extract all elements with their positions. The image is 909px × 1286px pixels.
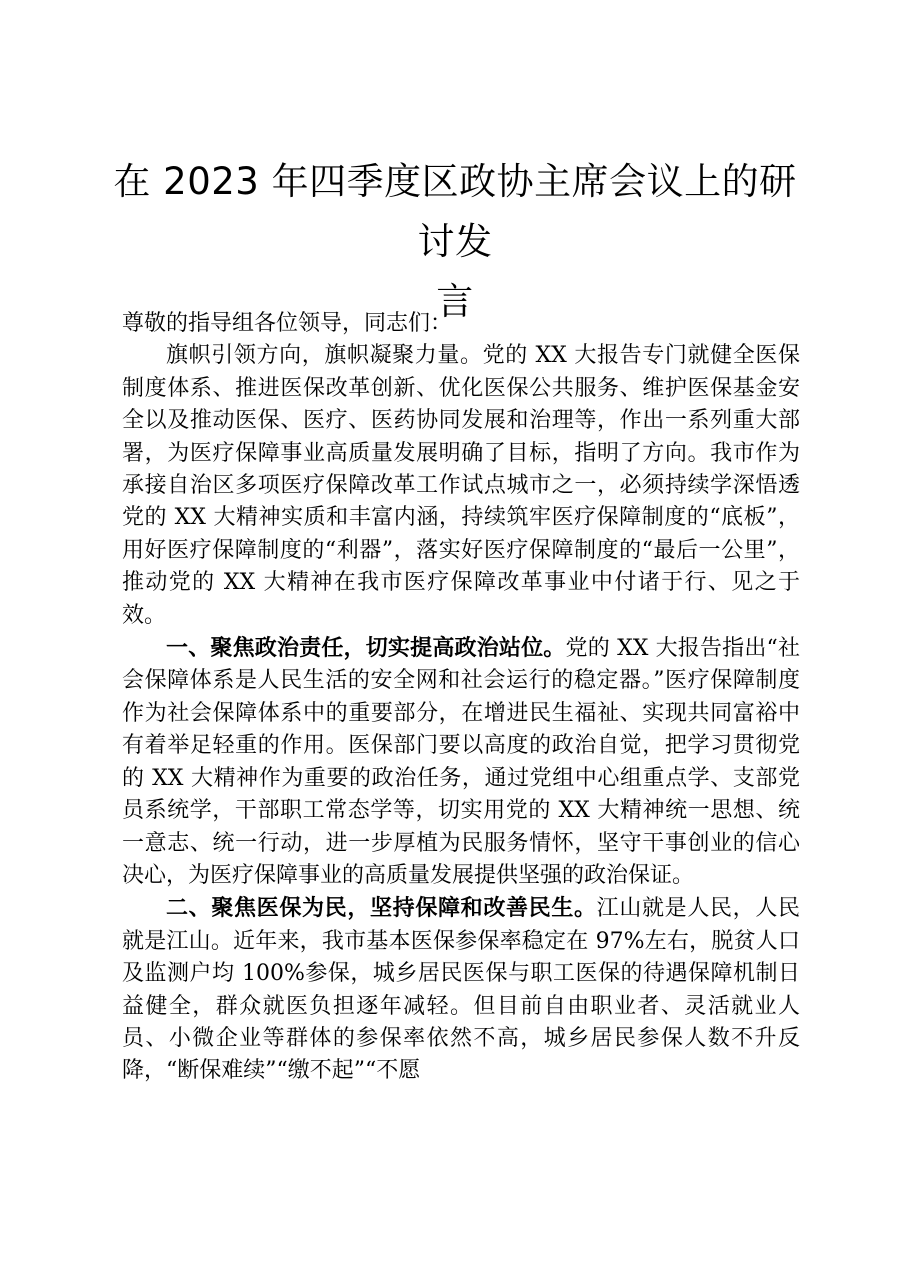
section-1-heading: 一、聚焦政治责任，切实提高政治站位。 bbox=[166, 635, 566, 662]
document-title bbox=[110, 152, 800, 332]
section-2-heading: 二、聚焦医保为民，坚持保障和改善民生。 bbox=[166, 895, 597, 922]
title-line-2: 言 bbox=[436, 280, 474, 323]
paragraph-section-1 bbox=[122, 632, 800, 892]
paragraph-intro: 旗帜引领方向，旗帜凝聚力量。党的 XX 大报告专门就健全医保制度体系、推进医保改革创新、优化医保公共服务、维护医保基金安全以及推动医保、医疗、医药协同发展和治理等，作出一系列重大部署，为医疗保障事业高质量发展明确了目标，指明了方向。我市作为承接自治区多项医疗保障改革工作试点城市之一，必须持续学深悟透党的 XX 大精神实质和丰富内涵，持续筑牢医疗保障制度的“底板”，用好医疗保障制度的“利器”，落实好医疗保障制度的“最后一公里”，推动党的 XX 大精神在我市医疗保障改革事业中付诸于行、见之于效。 bbox=[122, 343, 800, 628]
title-line-1: 在 2023 年四季度区政协主席会议上的研讨发 bbox=[113, 160, 797, 263]
document-body bbox=[122, 308, 800, 1088]
paragraph-section-2 bbox=[122, 892, 800, 1087]
section-1-body: 党的 XX 大报告指出“社会保障体系是人民生活的安全网和社会运行的稳定器。”医疗保障制度作为社会保障体系中的重要部分，在增进民生福祉、实现共同富裕中有着举足轻重的作用。医保部门要以高度的政治自觉，把学习贯彻党的 XX 大精神作为重要的政治任务，通过党组中心组重点学、支部党员系统学，干部职工常态学等，切实用党的 XX 大精神统一思想、统一意志、统一行动，进一步厚植为民服务情怀，坚守干事创业的信心决心，为医疗保障事业的高质量发展提供坚强的政治保证。 bbox=[122, 636, 800, 888]
section-2-body: 江山就是人民，人民就是江山。近年来，我市基本医保参保率稳定在 97%左右，脱贫人口及监测户均 100%参保，城乡居民医保与职工医保的待遇保障机制日益健全，群众就医负担逐年减轻。但目前自由职业者、灵活就业人员、小微企业等群体的参保率依然不高，城乡居民参保人数不升反降，“断保难续”“缴不起”“不愿 bbox=[122, 896, 800, 1084]
salutation: 尊敬的指导组各位领导，同志们： bbox=[122, 311, 453, 336]
